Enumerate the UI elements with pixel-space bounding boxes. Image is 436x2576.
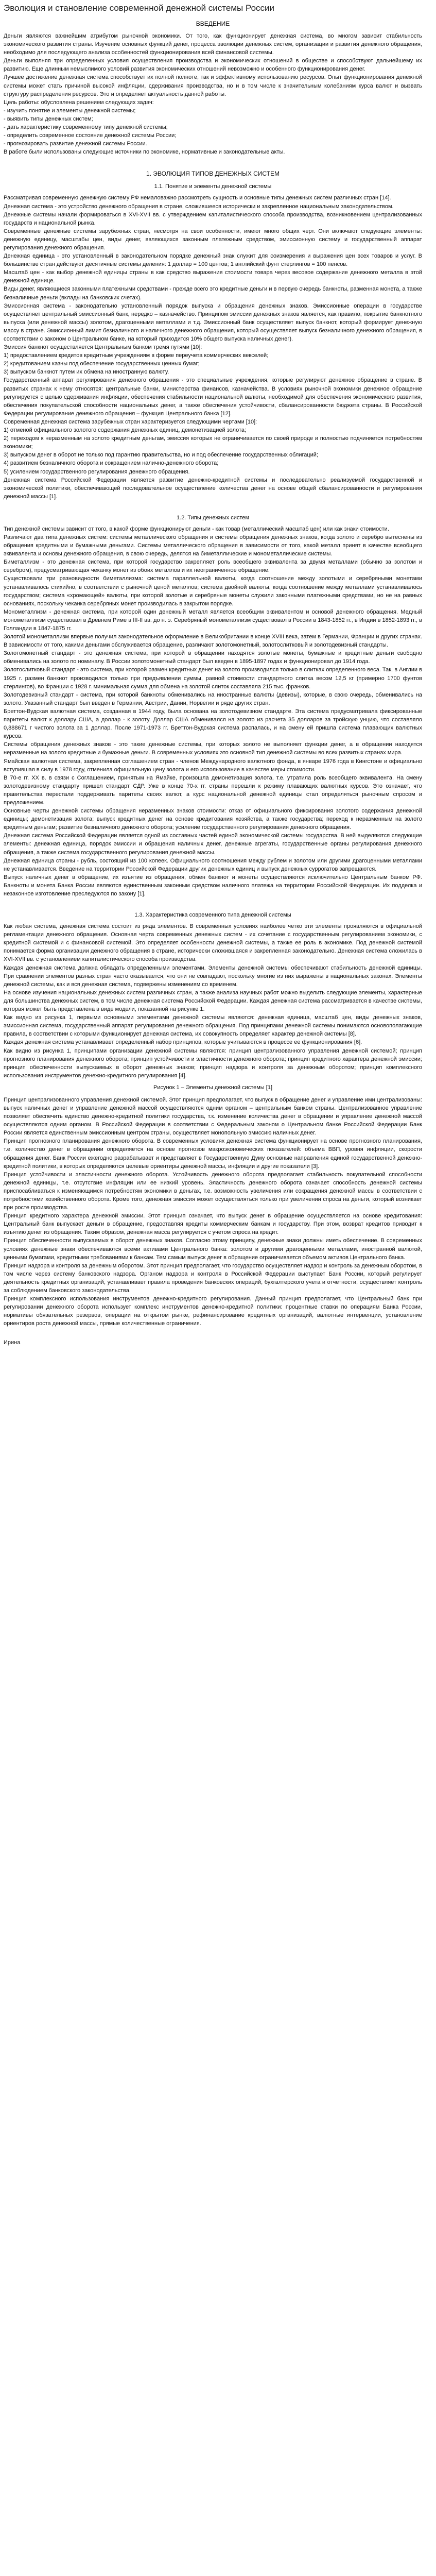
paragraph: Принцип обеспеченности выпускаемых в оборот денежных знаков. Согласно этому принципу, денежные знаки должны иметь обеспечение. В современных условиях денежные знаки обеспечиваются всеми активами Центрального банка: золотом и другими драгоценными металлами, иностранной валютой, ценными бумагами, кредитными требованиями к банкам. Тем самым выпуск денег в обращение ограничивается объемом активов Центрального банка. — [4, 1238, 422, 1261]
paragraph: Золотой монометаллизм впервые получил законодательное оформление в Великобритании в конце XVIII века, затем в Германии, Франции и других странах. В зависимости от того, какими деньгами обслуживается обращение, различают золотомонетный, золотослитковый и золотодевизный стандарты. — [4, 634, 422, 649]
page-title: Эволюция и становление современной денежной системы России — [4, 3, 275, 13]
paragraph: Денежная единица страны - рубль, состоящий из 100 копеек. Официального соотношения между рублем и золотом или другими драгоценными металлами не устанавливается. Введение на территории Российской Федерации других денежных единиц и выпуск денежных суррогатов запрещаются. — [4, 857, 422, 872]
paragraph: Лучшее достижение денежная система способствует их полной полноте, так и эффективному использованию ресурсов. Опыт функционирования денежной системы может стать причиной высокой инфляции, сдерживания производства, но и в том числе к значительным колебаниям курса валют и вызвать структуру распределения ресурсов. Это и определяет актуальность данной работы. — [4, 74, 422, 97]
subsection-heading: 1.3. Характеристика современного типа денежной системы — [134, 912, 291, 919]
paragraph: 4) развитием безналичного оборота и сокращением налично-денежного оборота; — [4, 460, 219, 467]
paragraph: 2) кредитованием казны под обеспечение государственных ценных бумаг; — [4, 361, 200, 367]
subsection-heading: 1.1. Понятие и элементы денежной системы — [154, 183, 272, 190]
paragraph: Деньги являются важнейшим атрибутом рыночной экономики. От того, как функционирует денежная система, во многом зависит стабильность экономического развития страны. Изучение основных функций денег, процесса эволюции денежных систем, организации и развития денежного обращения, необходимо для последующего анализа особенностей функционирования всей финансовой системы. — [4, 33, 422, 56]
paragraph: Выпуск наличных денег в обращение, их изъятие из обращения, обмен банкнот и монеты осуществляются исключительно Центральным банком РФ. Банкноты и монета Банка России являются единственным законным средством наличного платежа на территории Российской Федерации. Их подделка и незаконное изготовление преследуются по закону [1]. — [4, 874, 422, 897]
paragraph: Каждая денежная система должна обладать определенными элементами. Элементы денежной системы обеспечивают стабильность денежной единицы. При сравнении элементов разных стран часто оказывается, что они не совпадают, поскольку многие из них выражены в национальных законах. Элементы денежной системы, как и вся денежная система, подвержены изменениям со временем. — [4, 964, 422, 988]
paragraph: Денежная система Российской Федерации является развитие денежно-кредитной системы и последовательно реализуемой государственной и экономической политики, обеспечивающей последовательное осуществление количества денег на основе общей сбалансированности и регулирования денежной массы [1]. — [4, 477, 422, 500]
paragraph: Современная денежная система зарубежных стран характеризуется следующими чертами [10]: — [4, 418, 257, 425]
paragraph: - изучить понятие и элементы денежной системы; — [4, 107, 136, 114]
paragraph: 1) предоставлением кредитов кредитным учреждениям в форме переучета коммерческих векселей; — [4, 352, 269, 359]
paragraph: - выявить типы денежных систем; — [4, 115, 93, 122]
paragraph: В работе были использованы следующие источники по экономике, нормативные и законодательные акты. — [4, 149, 285, 156]
paragraph: Основные черты денежной системы обращения неразменных знаков стоимости: отказ от официального фиксирования золотого содержания денежной единицы; демонетизация золота; выпуск кредитных денег на основе кредитования хозяйства, а также государства; переход к неразменным на золото кредитным деньгам; развитие безналичного денежного оборота; усиление государственного регулирования денежного обращения. — [4, 808, 422, 831]
paragraph: Биметаллизм - это денежная система, при которой государство закрепляет роль всеобщего эквивалента за двумя металлами (обычно за золотом и серебром), предусматривающая чеканку монет из обоих металлов и их неограниченное обращение. — [4, 559, 422, 574]
paragraph: Системы обращения денежных знаков - это такие денежные системы, при которых золото не выполняет функции денег, а в обращении находятся неразменные на золото кредитные и бумажные деньги. В современных условиях это основной тип денежной системы во всех развитых странах мира. — [4, 741, 422, 756]
paragraph: Принцип прогнозного планирования денежного оборота. В современных условиях денежная система функционирует на основе прогнозного планирования, т.е. количество денег в обращении определяется на основе прогнозов макроэкономических показателей: объема ВВП, уровня инфляции, скорости обращения денег. Банк России ежегодно разрабатывает и представляет в Государственную Думу основные направления единой государственной денежно-кредитной политики, в которых определяются целевые ориентиры денежной массы, инфляции и другие показатели [3]. — [4, 1138, 422, 1170]
section-heading: ВВЕДЕНИЕ — [196, 20, 230, 27]
paragraph: - определить современное состояние денежной системы России; — [4, 132, 177, 139]
paragraph: 1) отменой официального золотого содержания денежных единиц, демонетизацией золота; — [4, 427, 247, 434]
paragraph: 2) переходом к неразменным на золото кредитным деньгам, эмиссия которых не ограничивается по своей природе и полностью подчиняется потребностям экономики; — [4, 435, 422, 450]
section-heading: 1. ЭВОЛЮЦИЯ ТИПОВ ДЕНЕЖНЫХ СИСТЕМ — [146, 170, 280, 178]
paragraph: 3) выпуском денег в оборот не только под гарантию правительства, но и под обеспечение государственных облигаций; — [4, 452, 318, 459]
paragraph: Принцип централизованного управления денежной системой. Этот принцип предполагает, что выпуск в обращение денег и управление ими централизованы: выпуск наличных денег и управление денежной массой осуществляются одним органом – центральным банком страны. Централизованное управление позволяет обеспечить единство денежно-кредитной политики государства, т.к. изменение количества денег в обращении и управление денежной массой осуществляются одним органом. В Российской Федерации в соответствии с Федеральным законом о Центральном банке Российской Федерации Банк России является единственным эмиссионным центром страны, осуществляет монопольную эмиссию наличных денег. — [4, 1096, 422, 1137]
paragraph: Каждая денежная система устанавливает определенный набор принципов, которые учитываются в процессе ее функционирования [6]. — [4, 1039, 362, 1046]
spacer — [4, 898, 422, 906]
paragraph: Масштаб цен - как выбор денежной единицы страны в как средство выражения стоимости товара через весовое содержание денежного металла в этой денежной единице. — [4, 269, 422, 284]
paragraph: Эмиссия банкнот осуществляется Центральным банком тремя путями [10]: — [4, 344, 202, 351]
document-body — [4, 20, 422, 1328]
spacer — [4, 156, 422, 164]
paragraph: Золотомонетный стандарт - это денежная система, при которой в обращении находятся золотые монеты, бумажные и кредитные деньги свободно обменивались на золото по номиналу. В России золотомонетный стандарт был введен в 1895-1897 годах и функционировал до 1914 года. — [4, 650, 422, 665]
paragraph: Принцип устойчивости и эластичности денежного оборота. Устойчивость денежного оборота предполагает стабильность покупательной способности денежной единицы, т.е. отсутствие инфляции или ее низкий уровень. Эластичность денежного оборота означает способность денежной системы приспосабливаться к изменяющимся потребностям экономики в деньгах, т.е. возможность увеличения или сокращения денежной массы в соответствии с потребностями хозяйственного оборота. Кроме того, денежная эмиссия может осуществляться только при увеличении спроса на деньги, который возникает при росте производства. — [4, 1171, 422, 1211]
paragraph: Золотослитковый стандарт - это система, при которой размен кредитных денег на золото производился только в слитках определенного веса. Так, в Англии в 1925 г. размен банкнот производился только при предъявлении суммы, равной стоимости стандартного слитка весом 12,5 кг (примерно 1700 фунтов стерлингов), во Франции с 1928 г. минимальная сумма для обмена на золотой слиток составляла 215 тыс. франков. — [4, 667, 422, 690]
subsection-heading: 1.2. Типы денежных систем — [177, 514, 249, 521]
paragraph: В 70-е гг. XX в. в связи с Соглашением, принятым на Ямайке, произошла демонетизация золота, т.е. утратила роль всеобщего эквивалента. На смену золотодевизному стандарту пришел стандарт СДР. Уже в конце 70-х гг. страны перешли к режиму плавающих валютных курсов. Это означает, что правительства перестали поддерживать паритеты своих валют, а курс национальной денежной единицы стал определяться рыночным спросом и предложением. — [4, 774, 422, 806]
paragraph: Существовали три разновидности биметаллизма: система параллельной валюты, когда соотношение между золотыми и серебряными монетами устанавливалось стихийно, в соответствии с рыночной ценой металлов; система двойной валюты, когда соотношение между металлами устанавливалось государством; система «хромающей» валюты, при которой золотые и серебряные монеты служили законными платежными средствами, но не на равных основаниях, поскольку чеканка серебряных монет производилась в закрытом порядке. — [4, 575, 422, 607]
paragraph: Денежная система Российской Федерации является одной из составных частей единой экономической системы государства. В ней выделяются следующие элементы: денежная единица, порядок эмиссии и обращения наличных денег, денежные агрегаты, государственные органы регулирования денежного обращения, а также система государственного регулирования денежной массы. — [4, 833, 422, 856]
paragraph: Эмиссионная система - законодательно установленный порядок выпуска и обращения денежных знаков. Эмиссионные операции в государстве осуществляет центральный эмиссионный банк, нередко – казначейство. Принципом эмиссии денежных знаков является, как правило, покрытие банкнотного выпуска (или денежной массы) золотом, драгоценными металлами и т.д. Эмиссионный банк осуществляет выпуск банкнот, который формирует денежную массу в стране. Эмиссионный лимит безналичного и наличного денежного обращения, который осуществляет выпуск безналичного денежного обращения, в соответствии с законом о Центральном банке, на который приходится 10% общего выпуска наличных денег). — [4, 302, 422, 342]
paragraph: Виды денег, являющиеся законными платежными средствами - прежде всего это кредитные деньги и в первую очередь банкноты, разменная монета, а также безналичные деньги (вклады на банковских счетах). — [4, 286, 422, 301]
paragraph: Монометаллизм - денежная система, при которой один денежный металл является всеобщим эквивалентом и основой денежного обращения. Медный монометаллизм существовал в Древнем Риме в III-II вв. до н. э. Серебряный монометаллизм существовал в России в 1843-1852 гг., в Индии в 1852-1893 гг., в Голландии в 1847-1875 гг. — [4, 608, 422, 632]
paragraph: - прогнозировать развитие денежной системы России. — [4, 141, 147, 147]
paragraph: Цель работы: обусловлена решением следующих задач: — [4, 99, 154, 106]
paragraph: Государственный аппарат регулирования денежного обращения - это специальные учреждения, которые регулируют денежное обращение в стране. В развитых странах к нему относятся: центральные банки, министерства финансов, казначейства. В условиях рыночной экономики денежное обращение регулируется с целью сдерживания инфляции, обеспечения стабильности национальной валюты, необходимой для обеспечения экономического развития, обеспечения покупательской способности национальных денег, а также обеспечения устойчивости, сбалансированности бюджета страны. В Российской Федерации регулирование денежного обращения – функция Центрального банка [12]. — [4, 377, 422, 417]
paragraph: Современные денежные системы зарубежных стран, несмотря на свои особенности, имеют много общих черт. Они включают следующие элементы: денежную единицу, масштабы цен, виды денег, являющихся законным платежным средством, эмиссионную систему и государственный аппарат регулирования денежного обращения. — [4, 228, 422, 251]
paragraph: Принцип надзора и контроля за денежным оборотом. Этот принцип предполагает, что государство осуществляет надзор и контроль за денежным оборотом, в том числе через систему банковского надзора. Органом надзора и контроля в Российской Федерации выступает Банк России, который регулирует деятельность кредитных организаций, устанавливает правила проведения банковских операций, бухгалтерского учета и отчетности, осуществляет контроль за соблюдением банковского законодательства. — [4, 1262, 422, 1294]
paragraph: Ямайская валютная система, закрепленная соглашением стран - членов Международного валютного фонда, в январе 1976 года в Кингстоне и официально вступившая в силу в 1978 году, отменила официальную цену золота и его использование в качестве меры стоимости. — [4, 758, 422, 773]
paragraph: 5) усилением государственного регулирования денежного обращения. — [4, 468, 190, 475]
paragraph: Как любая система, денежная система состоит из ряда элементов. В современных условиях наиболее четко эти элементы проявляются в официальной регламентации денежного обращения. Основная черта современных денежных систем - их сочетание с государственным регулированием экономики, с кредитной системой и с финансовой системой. Это определяет особенности денежной системы, а также ее роль в экономике. Под денежной системой понимается форма организации денежного обращения в стране, исторически сложившаяся и закрепленная законодательно. Денежная система сложилась в XVI-XVII вв. с установлением капиталистического способа производства. — [4, 923, 422, 963]
paragraph: Как видно из рисунка 1, принципами организации денежной системы являются: принцип централизованного управления денежной системой; принцип прогнозного планирования денежного оборота; принцип устойчивости и эластичности денежного оборота; принцип кредитного характера денежной эмиссии; принцип обеспеченности выпускаемых в оборот денежных знаков; принцип надзора и контроля за денежным оборотом; принцип комплексного использования инструментов денежно-кредитного регулирования [4]. — [4, 1047, 422, 1079]
paragraph: Золотодевизный стандарт - система, при которой банкноты обменивались на иностранные валюты (девизы), которые, в свою очередь, обменивались на золото. Указанный стандарт был введен в Германии, Австрии, Дании, Норвегии и ряде других стран. — [4, 691, 422, 706]
paragraph: Денежная единица - это установленный в законодательном порядке денежный знак служит для соизмерения и выражения цен всех товаров и услуг. В большинстве стран действуют десятичные системы деления: 1 доллар = 100 центов; 1 английский фунт стерлингов = 100 пенсов. — [4, 253, 422, 268]
figure-caption: Рисунок 1 – Элементы денежной системы [1] — [153, 1084, 272, 1091]
paragraph: Как видно из рисунка 1, первыми основными элементами денежной системы являются: денежная единица, масштаб цен, виды денежных знаков, эмиссионная система, государственный аппарат регулирования денежного обращения. Под принципами денежной системы понимаются основополагающие правила, в соответствии с которыми функционирует денежная система, их совокупность определяет характер денежной системы [8]. — [4, 1014, 422, 1038]
paragraph: Тип денежной системы зависит от того, в какой форме функционируют деньги - как товар (металлический масштаб цен) или как знаки стоимости. — [4, 526, 389, 532]
paragraph: Различают два типа денежных систем: системы металлического обращения и системы обращения денежных знаков, когда золото и серебро вытеснены из обращения кредитными и бумажными деньгами. Системы металлического обращения в зависимости от того, какой металл принят в качестве всеобщего эквивалента и основы денежного обращения, в свою очередь, делятся на биметаллические и монометаллические системы. — [4, 534, 422, 557]
paragraph: Денежные системы начали формироваться в XVI-XVII вв. с утверждением капиталистического способа производства, возникновением централизованных государств и национальной рынка. — [4, 211, 422, 226]
paragraph: Принцип комплексного использования инструментов денежно-кредитного регулирования. Данный принцип предполагает, что Центральный банк при регулировании денежного оборота использует комплекс инструментов денежно-кредитной политики: процентные ставки по операциям Банка России, нормативы обязательных резервов, операции на открытом рынке, рефинансирование кредитных организаций, валютные интервенции, установление ориентиров роста денежной массы, прямые количественные ограничения. — [4, 1296, 422, 1327]
paragraph: - дать характеристику современному типу денежной системы; — [4, 124, 168, 131]
paragraph: Бреттон-Вудская валютная система, созданная в 1944 году, была основана на золотодевизном стандарте. Эта система предусматривала фиксированные паритеты валют к доллару США, а доллар - к золоту. Доллар США обменивался на золото из расчета 35 долларов за тройскую унцию, что составляло 0,888671 г чистого золота за 1 доллар. После 1971-1973 гг. Бреттон-Вудская система распалась, и на смену ей пришла система плавающих валютных курсов. — [4, 708, 422, 740]
paragraph: Деньги выполняя три определенных условия осуществления производства и экономических отношений в обществе и способствуют дальнейшему их развитию. Еще длинным немыслимого условий развития экономических отношений невозможно и особенного функционирования денег. — [4, 58, 422, 73]
paragraph: 3) выпуском банкнот путем их обмена на иностранную валюту. — [4, 369, 169, 376]
paragraph: Рассматривая современную денежную систему РФ немаловажно рассмотреть сущность и основные типы денежных систем различных стран [14]. — [4, 195, 391, 201]
paragraph: На основе изучения национальных денежных систем различных стран, а также анализа научных работ можно выделить следующие элементы, характерные для большинства денежных систем, в том числе денежная система Российской Федерации. Каждая денежная система рассматривается в качестве системы, которая может быть представлена в виде модели, показанной на рисунке 1. — [4, 989, 422, 1013]
paragraph: Денежная система - это устройство денежного обращения в стране, сложившееся исторически и закрепленное национальным законодательством. — [4, 203, 394, 210]
spacer — [4, 501, 422, 509]
paragraph: Принцип кредитного характера денежной эмиссии. Этот принцип означает, что выпуск денег в обращение осуществляется на основе кредитования: Центральный банк выпускает деньги в обращение, предоставляя кредиты коммерческим банкам и государству. При этом, возврат кредитов приводит к изъятию денег из обращения. Таким образом, денежная масса регулируется с учетом спроса на кредит. — [4, 1213, 422, 1236]
author-name: Ирина — [4, 1339, 21, 1346]
